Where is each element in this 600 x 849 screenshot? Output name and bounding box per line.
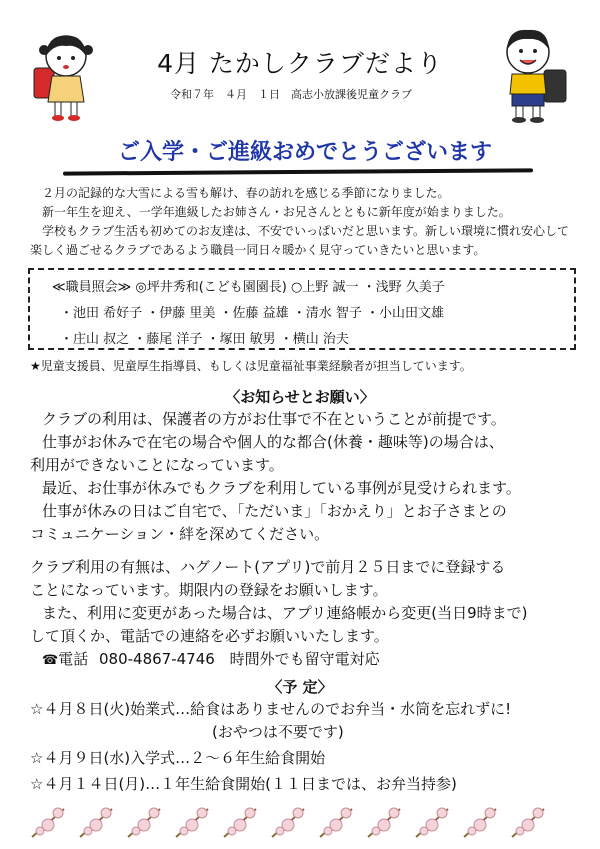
phone-row — [42, 648, 380, 669]
schedule-item: ☆４月８日(火)始業式…給食はありませんのでお弁当・水筒を忘れずに! — [30, 700, 512, 718]
intro-line: 学校もクラブ生活も初めてのお友達は、不安でいっぱいだと思います。新しい環境に慣れ安心して — [42, 224, 570, 238]
staff-line: ・池田 希好子 ・伊藤 里美 ・佐藤 益雄 ・清水 智子 ・小山田文雄 — [60, 306, 445, 321]
notice-line: 仕事が休みの日はご自宅で、「ただいま」「おかえり」とお子さまとの — [42, 502, 507, 520]
intro-line: ２月の記録的な大雪による雪も解け、春の訪れを感じる季節になりました。 — [42, 186, 450, 200]
cherry-blossom-border — [28, 796, 588, 846]
staff-note: ★児童支援員、児童厚生指導員、もしくは児童福祉事業経験者が担当しています。 — [30, 359, 472, 373]
notice-line: 最近、お仕事が休みでもクラブを利用している事例が見受けられます。 — [42, 479, 521, 497]
phone-note: 時間外でも留守電対応 — [229, 650, 380, 668]
phone-icon: ☎ — [42, 653, 59, 668]
notice-line: ことになっています。期限内の登録をお願いします。 — [30, 581, 388, 599]
notice-heading: 〈お知らせとお願い〉 — [225, 388, 375, 406]
schedule-note: (おやつは不要です) — [212, 723, 344, 741]
cherry-blossom-icon — [32, 808, 64, 837]
notice-line: クラブ利用の有無は、ハグノート(アプリ)で前月２５日までに登録する — [30, 558, 506, 576]
phone-number[interactable]: 080-4867-4746 — [99, 650, 215, 668]
schedule-item: ☆４月１４日(月)…１年生給食開始(１１日までは、お弁当持参) — [30, 775, 457, 793]
phone-label: 電話 — [58, 650, 89, 668]
staff-line: ≪職員照会≫ ◎坪井秀和(こども園園長) ○上野 誠一 ・浅野 久美子 — [52, 280, 445, 295]
notice-line: 利用ができないことになっています。 — [30, 456, 284, 474]
notice-line: コミュニケーション・絆を深めてください。 — [30, 525, 330, 543]
notice-line: また、利用に変更があった場合は、アプリ連絡帳から変更(当日9時まで) — [42, 604, 528, 622]
schedule-item: ☆４月９日(水)入学式…２～６年生給食開始 — [30, 749, 326, 767]
page-subtitle: 令和７年 ４月 １日 高志小放課後児童クラブ — [170, 88, 412, 101]
schedule-heading: 〈予 定〉 — [267, 678, 333, 696]
notice-line: クラブの利用は、保護者の方がお仕事で不在ということが前提です。 — [42, 410, 506, 428]
staff-line: ・庄山 叔之 ・藤尾 洋子 ・塚田 敏男 ・横山 治夫 — [60, 332, 349, 347]
page-title: 4月 たかしクラブだより — [157, 49, 443, 78]
notice-line: 仕事がお休みで在宅の場合や個人的な都合(休養・趣味等)の場合は、 — [42, 433, 504, 451]
headline-underline — [63, 168, 533, 175]
notice-line: して頂くか、電話での連絡を必ずお願いいたします。 — [30, 627, 389, 645]
intro-line: 新一年生を迎え、一学年進級したお姉さん・お兄さんとともに新年度が始まりました。 — [42, 205, 511, 219]
headline: ご入学・ご進級おめでとうございます — [117, 140, 492, 165]
intro-line: 楽しく過ごせるクラブであるよう職員一同日々暖かく見守っていきたいと思います。 — [30, 243, 486, 257]
